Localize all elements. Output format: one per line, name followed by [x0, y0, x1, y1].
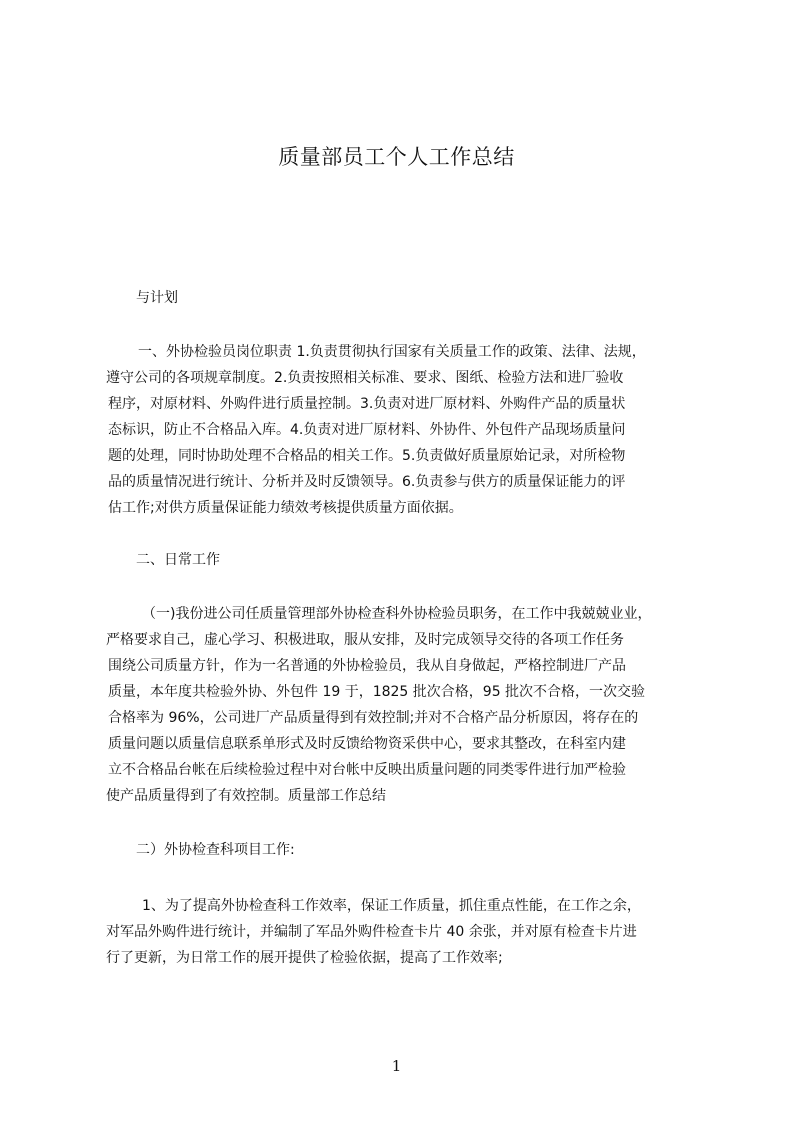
section-1-line: 估工作;对供方质量保证能力绩效考核提供质量方面依据。 [108, 500, 463, 516]
section-1-line: 题的处理，同时协助处理不合格品的相关工作。5.负责做好质量原始记录，对所检物 [108, 448, 626, 464]
section-3-line: 对军品外购件进行统计，并编制了军品外购件检查卡片 40 余张，并对原有检查卡片进 [106, 924, 637, 940]
section-2-heading: 二、日常工作 [136, 552, 220, 568]
section-1-line: 程序，对原材料、外购件进行质量控制。3.负责对进厂原材料、外购件产品的质量状 [108, 396, 626, 412]
section-1-line: 态标识，防止不合格品入库。4.负责对进厂原材料、外协件、外包件产品现场质量问 [108, 422, 626, 438]
section-2-line: 质量问题以质量信息联系单形式及时反馈给物资采供中心，要求其整改，在科室内建 [108, 736, 626, 752]
section-2-line: 质量，本年度共检验外协、外包件 19 于，1825 批次合格，95 批次不合格，一次交验 [108, 684, 646, 700]
section-1-line: 一、外协检验员岗位职责 1.负责贯彻执行国家有关质量工作的政策、法律、法规， [138, 344, 646, 360]
section-2-line: 严格要求自己，虚心学习、积极进取，服从安排，及时完成领导交待的各项工作任务 [106, 632, 624, 648]
section-2-line: 使产品质量得到了有效控制。质量部工作总结 [106, 788, 386, 804]
section-2-line: 立不合格品台帐在后续检验过程中对台帐中反映出质量问题的同类零件进行加严检验 [108, 762, 626, 778]
section-3-line: 行了更新，为日常工作的展开提供了检验依据，提高了工作效率; [106, 950, 503, 966]
section-3-paragraph [106, 893, 706, 971]
document-title: 质量部员工个人工作总结 [278, 145, 515, 169]
section-2-paragraph [106, 601, 706, 809]
document-body [106, 285, 706, 971]
section-2-line: 合格率为 96%，公司进厂产品质量得到有效控制;并对不合格产品分析原因，将存在的 [108, 710, 639, 726]
section-3-heading: 二）外协检查科项目工作: [136, 842, 295, 858]
section-1-line: 品的质量情况进行统计、分析并及时反馈领导。6.负责参与供方的质量保证能力的评 [108, 474, 626, 490]
section-intro-text: 与计划 [136, 290, 178, 306]
section-2-line: 围绕公司质量方针，作为一名普通的外协检验员，我从自身做起，严格控制进厂产品 [108, 658, 626, 674]
section-1-line: 遵守公司的各项规章制度。2.负责按照相关标准、要求、图纸、检验方法和进厂验收 [106, 370, 624, 386]
section-2-line: （一)我份进公司任质量管理部外协检查科外协检验员职务，在工作中我兢兢业业， [142, 606, 652, 622]
section-1-paragraph [106, 339, 706, 521]
page-number: 1 [391, 1057, 402, 1075]
section-3-line: 1、为了提高外协检查科工作效率，保证工作质量，抓住重点性能，在工作之余， [142, 898, 641, 914]
